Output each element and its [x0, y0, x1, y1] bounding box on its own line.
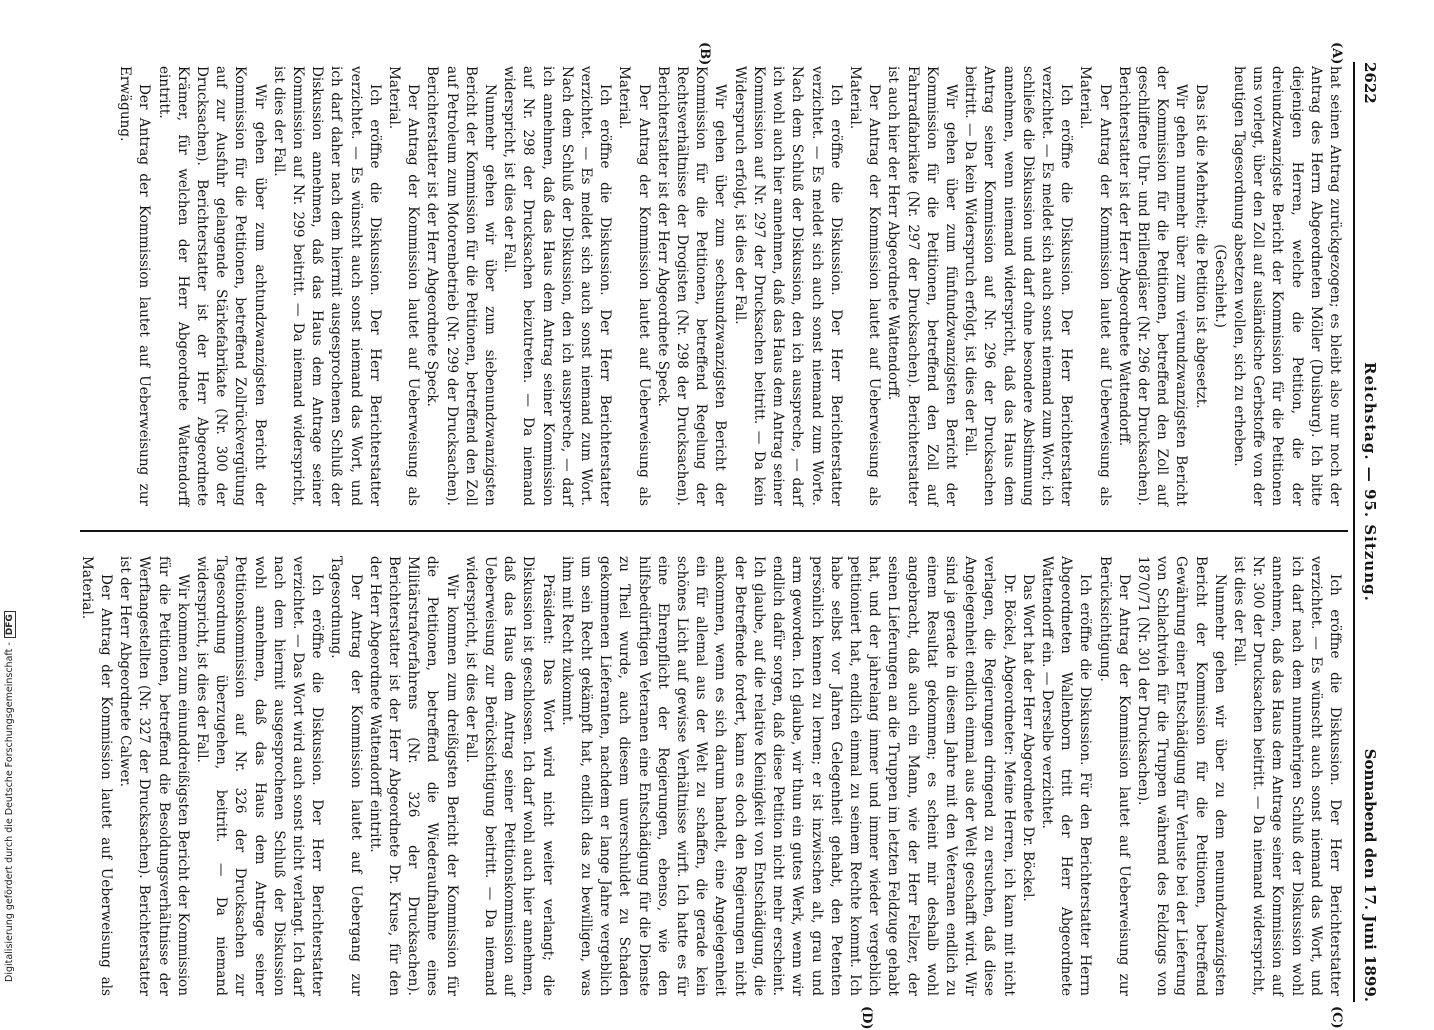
paragraph: Ich eröffne die Diskussion. Der Herr Berichterstatter verzichtet. — Das Wort wird auch sonst nicht verlangt. Ich darf nach dem hiermit ausgesprochenen Schluß der Diskussion wohl annehmen, daß das Haus dem Antrage seiner Petitionskommission auf Nr. 326 der Drucksachen zur Tagesordnung überzugehen, beitritt. — Da niemand widerspricht, ist dies der Fall.: [194, 556, 326, 996]
paragraph: Dr. Böckel, Abgeordneter: Meine Herren, ich kann mit nicht verlagen, die Regierungen dringend zu ersuchen, daß diese Angelegenheit endlich einmal aus der Welt geschafft wird. Wir sind ja gerade in diesem Jahre mit den Veteranen endlich zu einem Resultat gekommen; es scheint mir deshalb wohl angebracht, daß auch ein Mann, wie der Herr Fellzer, der seinen Lieferungen an die Truppen im letzten Feldzuge gehabt hat, und der jahrelang immer und immer wieder vergeblich petitioniert hat, endlich einmal zu seinem Rechte kommt. Ich habe selbst vor Jahren Gelegenheit gehabt, den Petenten persönlich kennen zu lernen; er ist inzwischen alt, grau und arm geworden. Ich glaube, wir thun ein gutes Werk, wenn wir endlich dafür sorgen, daß diese Petition nicht mehr erscheint. Ich glaube, auf die relative Kleinigkeit von Entschädigung, die der Betreffende fordert, kann es doch den Regierungen nicht ankommen, wenn es sich darum handelt, eine Angelegenheit ein für allemal aus der Welt zu schaffen, die gerade kein schönes Licht auf gewisse Verhältnisse wirft. Ich hatte es für eine Ehrenpflicht der Regierungen, ebenso, wie den hilfsbedürftigen Veteranen eine Entschädigung für die Dienste zu Theil wurde, auch diesem unverschuldet zu Schaden gekommenen Lieferanten, nachdem er lange Jahre vergeblich um sein Recht gekämpft hat, endlich das zu bewilligen, was ihm mit Recht zukommt.: [558, 556, 1017, 996]
paragraph: Wir kommen zum dreißigsten Bericht der Kommission für die Petitionen, betreffend die Wiederaufnahme eines Militärstrafverfahrens (Nr. 326 der Drucksachen). Berichterstatter ist der Herr Abgeordnete Dr. Kruse, für den der Herr Abgeordnete Wattendorff eintritt.: [366, 556, 460, 996]
paragraph: Nunmehr gehen wir über zu dem neunundzwanzigsten Bericht der Kommission für die Petitionen, betreffend Gewährung einer Entschädigung für Verluste bei der Lieferung von Schlachtvieh für die Truppen während des Feldzugs von 1870/71 (Nr. 301 der Drucksachen).: [1134, 556, 1228, 996]
margin-marker-d: (D): [859, 1006, 874, 1030]
paragraph: (Geschieht.): [1211, 244, 1228, 328]
paragraph: Der Antrag der Kommission lautet auf Ueberweisung als Material.: [846, 66, 883, 506]
paragraph: Ich eröffne die Diskussion. Der Herr Berichterstatter verzichtet. — Es wünscht auch sonst niemand das Wort, und ich darf nach dem nunmehrigen Schluß der Diskussion wohl annehmen, daß das Haus dem Antrage seiner Kommission auf Nr. 300 der Drucksachen beitritt. — Da niemand widerspricht, ist dies der Fall.: [1230, 556, 1343, 996]
paragraph: Der Antrag der Kommission lautet auf Ueberweisung als Material.: [386, 66, 422, 506]
paragraph: Ich eröffne die Diskussion. Der Herr Berichterstatter verzichtet. — Es meldet sich auch sonst niemand zum Worte. Nach dem Schluß der Diskussion, den ich ausspreche, — darf ich wohl auch hier annehmen, daß das Haus dem Antrag seiner Kommission auf Nr. 297 der Drucksachen beitritt. — Da kein Widerspruch erfolgt, ist dies der Fall.: [731, 66, 844, 506]
paragraph: Wir gehen nunmehr über zum vierundzwanzigsten Bericht der Kommission für die Petitionen, betreffend den Zoll auf geschliffene Uhr- und Brillengläser (Nr. 296 der Drucksachen). Berichterstatter ist der Herr Abgeordnete Wattendorff.: [1115, 66, 1190, 506]
paragraph: Ich eröffne die Diskussion. Der Herr Berichterstatter verzichtet. — Es wünscht auch sonst niemand das Wort, und ich darf daher nach dem hiermit ausgesprochenen Schluß der Diskussion annehmen, daß das Haus dem Antrage seiner Kommission auf Nr. 299 beitritt. — Da niemand widerspricht, ist dies der Fall.: [270, 66, 383, 506]
left-column: [115, 66, 1344, 506]
paragraph: Nunmehr gehen wir über zum siebenundzwanzigsten Bericht der Kommission für die Petitionen, betreffend den Zoll auf Petroleum zum Motorenbetrieb (Nr. 299 der Drucksachen). Berichterstatter ist der Herr Abgeordnete Speck.: [424, 66, 499, 506]
paragraph: Der Antrag der Kommission lautet auf Ueberweisung als Material.: [1077, 66, 1113, 506]
paragraph: Ich eröffne die Diskussion. Für den Berichterstatter Herrn Abgeordneten Wallenborn tritt der Herr Abgeordnete Wattendorff ein. — Derselbe verzichtet.: [1038, 556, 1094, 996]
paragraph: Der Antrag der Kommission lautet auf Ueberweisung zur Erwägung.: [117, 66, 153, 506]
paragraph: Der Antrag der Kommission lautet auf Ueberweisung als Material.: [616, 66, 652, 506]
column-divider: [80, 530, 1348, 532]
paragraph: Wir gehen über zum achtundzwanzigsten Bericht der Kommission für die Petitionen, betreffend Zollrückvergütung auf zur Ausfuhr gelangende Stärkefabrikate (Nr. 300 der Drucksachen). Berichterstatter ist der Herr Abgeordnete Krämer, für welchen der Herr Abgeordnete Wattendorff eintritt.: [155, 66, 268, 506]
page-header: [1352, 62, 1382, 1002]
credit-text: Digitalisierung gefördert durch die Deutsche Forschungsgemeinschaft -: [4, 642, 15, 982]
paragraph: Der Antrag der Kommission lautet auf Ueberweisung als Material.: [78, 556, 114, 996]
page-number: 2622: [1361, 62, 1379, 104]
paragraph: Das Wort hat der Herr Abgeordnete Dr. Böckel.: [1019, 574, 1036, 902]
margin-marker-b: (B): [697, 42, 712, 66]
session-date: Sonnabend den 17. Juni 1899.: [1361, 748, 1379, 1002]
paragraph: Wir gehen über zum fünfundzwanzigsten Bericht der Kommission für die Petitionen, betreffend den Zoll auf Fahrradfabrikate (Nr. 297 der Drucksachen). Berichterstatter ist auch hier der Herr Abgeordnete Wattendorff.: [885, 66, 959, 506]
digitization-credit: [4, 611, 16, 982]
margin-marker-a: (A): [1329, 42, 1344, 65]
margin-marker-c: (C): [1329, 1006, 1344, 1029]
paragraph: Ich eröffne die Diskussion. Der Herr Berichterstatter verzichtet. — Es meldet sich auch sonst niemand zum Wort; ich schließe die Diskussion und darf ohne besondere Abstimmung annehmen, wenn niemand widerspricht, daß das Haus dem Antrag seiner Kommission auf Nr. 296 der Drucksachen beitritt. — Da kein Widerspruch erfolgt, ist dies der Fall.: [962, 66, 1075, 506]
paragraph: hat seinen Antrag zurückgezogen; es bleibt also nur noch der Antrag des Herrn Abgeordneten Möller (Duisburg). Ich bitte diejenigen Herren, welche die Petition, die der dreiundzwanzigste Bericht der Kommission für die Petitionen uns vorlegt, über den Zoll auf ausländische Gerbstoffe von der heutigen Tagesordnung absetzen wollen, sich zu erheben.: [1230, 66, 1343, 506]
paragraph: Der Antrag der Kommission lautet auf Uebergang zur Tagesordnung.: [328, 556, 364, 996]
page-title: Reichstag. — 95. Sitzung.: [1361, 362, 1379, 602]
paragraph: Wir gehen über zum sechsundzwanzigsten Bericht der Kommission für die Petitionen, betreffend Regelung der Rechtsverhältnisse der Drogisten (Nr. 298 der Drucksachen). Berichterstatter ist der Herr Abgeordnete Speck.: [654, 66, 729, 506]
paragraph: Das ist die Mehrheit; die Petition ist abgesetzt.: [1192, 84, 1209, 409]
paragraph: Ich eröffne die Diskussion. Der Herr Berichterstatter verzichtet. — Es meldet sich auch sonst niemand zum Wort. Nach dem Schluß der Diskussion, den ich ausspreche, — darf ich annehmen, daß das Haus dem Antrag seiner Kommission auf Nr. 298 der Drucksachen beizutreten. — Da niemand widerspricht, ist dies der Fall.: [501, 66, 614, 506]
header-rule: [1353, 62, 1355, 1002]
rotated-page-content: [72, 42, 1382, 1030]
paragraph: Der Antrag der Kommission lautet auf Ueberweisung zur Berücksichtigung.: [1096, 556, 1132, 996]
paragraph: Präsident: Das Wort wird nicht weiter verlangt; die Diskussion ist geschlossen. Ich darf wohl auch hier annehmen, daß das Haus dem Antrag seiner Petitionskommission auf Ueberweisung zur Berücksichtigung beitritt. — Da niemand widerspricht, ist dies der Fall.: [462, 556, 556, 996]
paragraph: Wir kommen zum einunddreißigsten Bericht der Kommission für die Petitionen, betreffend die Besoldungsverhältnisse der Werftangestellten (Nr. 327 der Drucksachen). Berichterstatter ist der Herr Abgeordnete Calwer.: [117, 556, 191, 996]
right-column: [77, 556, 1344, 996]
dfg-logo: DFG: [4, 611, 16, 638]
